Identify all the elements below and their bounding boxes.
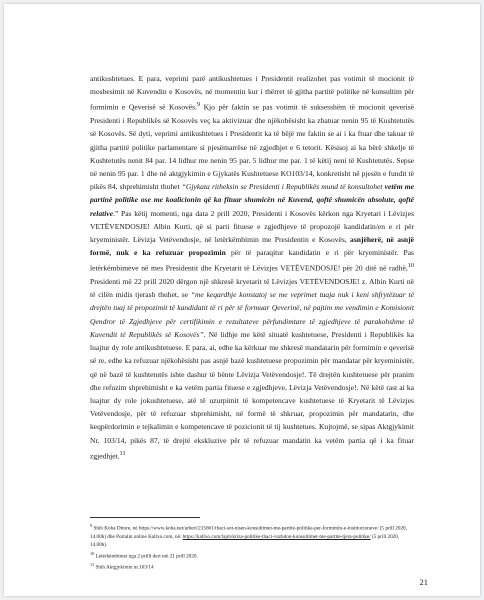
footnote-ref-9[interactable]: 9 (196, 101, 201, 109)
footnote-9 (90, 522, 416, 550)
footnote-number: 9 (90, 523, 93, 528)
footnote-number: 10 (90, 550, 95, 556)
bold-emphasis: asnjëherë, në asnjë formë, nuk e ka refuzuar propozimin (90, 234, 414, 258)
footnote-text: Shih Koha Ditore, në https://www.koha.net/arberi/215661/thaci-sot-nisen-konsultimet-me-partite-politike-per-formimin-e-institucioneve/ (5 prill 2020, 14.00h) dhe Portalin online Kallxo.com, në: (90, 525, 407, 541)
paragraph-text: Kjo për faktin se pas votimit të suksesshëm të mocionit qeverisë Presidenti i Republikës së Kosovës veç ka aktivizuar dhe njëkohësisht ka zbatuar nenin 95 të Kushtetutës së Kosovës. Së dyti, veprimi antikushtetues i Presidentit ka të bëjë me faktin se ai i ka ftuar dhe takuar të gjitha partitë politike parlamentare si pjesëmarrëse në zgjedhjet e 6 tetorit. Kësisoj ai ka bërë shkelje të Kushtetutës nenit 84 par. 14 lidhur me nenin 95 par. 5 lidhur me par. 1 të këtij neni të Kushtetutës. Sepse në nenin 95 par. 1 dhe në aktgjykimin e Gjykatës Kushtetuese KO103/14, konkretisht në pjesën e fundit të pikës 84, shprehimisht thuhet (90, 102, 415, 192)
quote-italic: “Gjykata ritheksin se Presidenti i Republikës mund të konsultohet (181, 182, 385, 192)
quote-emphasis: vetëm me partinë politike ose me koalicionin që ka fituar shumicën në Kuvend, qoftë shumicën absolute, qoftë relative (90, 182, 415, 218)
footnote-text: Letërkëmbimet nga 2 prilli deri më 21 prill 2020. (94, 553, 198, 560)
paragraph-text: për të paraqitur kandidatin e ri për kryeministër. Pas letërkëmbimeve në mes Presidentit dhe Kryetarit të Lëvizjes VETËVENDOSJE! për 20 ditë në radhë, (90, 248, 414, 273)
paragraph-text: . Në lidhje me këtë situatë kushtetuese, Presidenti i Republikës ka luajtur dy role antikushtetuese. E para, ai, edhe ka kërkuar me shkresë mandatarin për formimin e qeverisë së re, edhe ka refuzuar njëkohësisht pas asnjë bazë kushtetuese propozimin për mandatar për kryeministër, që në bazë të kushtetutës ishte dashur të bënte Lëvizja Vetëvendosje!. Të drejtën kushtetuese për pranim dhe refuzim shprehimisht e ka vetëm partia fituese e zgjedhjeve, Lëvizja Vetëvendosje!. Në këtë rast ai ka luajtur dy role jokushtetuese, atë të uzurpimit të kompetencave kushtetuese të Kryetarit të Lëvizjes Vetëvendosje, për të refuzuar shprehimisht, në formë të shkruar, propozimin për mandatarin, dhe keqpërdorimin e tejkalimin e kompetencave të pozicionit të tij kushtetues. Kujtojmë, se sipas Aktgjykimit Nr. 103/14, pikës 87, të drejtë ekskluzive për të refuzuar mandatin ka vetëm partia që i ka fituar zgjedhjet. (90, 329, 414, 461)
footnote-11 (90, 561, 416, 572)
footnote-text: (5 prill 2020, 14.00h). (90, 534, 400, 549)
page-number: 21 (419, 577, 428, 587)
footnote-text: Shih Aktgjykimin nr.103/14 (94, 564, 154, 571)
footnote-10 (90, 550, 416, 561)
main-paragraph (90, 72, 414, 462)
paragraph-text: antikushtetues. E para, veprimi parë antikushtetues i Presidentit realizohet pas votimit të mocionit të mosbesimit në Kuvendin e Kosovës, në momentin kur i thërret të gjitha partitë politike në konsultim për formimin e Qeverisë së Kosovës. (90, 74, 414, 112)
footnote-number: 11 (90, 561, 95, 567)
footnotes (90, 522, 416, 572)
paragraph-text: .” Pas këtij momenti, nga data 2 prill 2020, Presidenti i Kosovës kërkon nga Kryetari i Lëvizjes VETËVENDOSJE! Albin Kurti, që si parti fituese e zgjedhjeve të propozojë kandidatin/en e ri për kryeministër. Lëvizja Vetëvendosje, në letërkëmbimin me Presidentin e Kosovës, (90, 208, 414, 244)
footnote-link[interactable]: https://kallxo.com/lajm/kriza-politike-thaci-vazhdon-konsultimet-me-partite-tjera-politike/ (182, 534, 371, 541)
body-text (90, 72, 414, 462)
footnote-ref-11[interactable]: 11 (119, 449, 126, 457)
paragraph-text: Presidenti më 22 prill 2020 dërgon një shkresë kryetarit të Lëvizjes VETËVENDOSJE! z. Albin Kurti në të cilën midis tjerash thuhet, se (90, 277, 414, 300)
document-page (4, 4, 480, 596)
footnote-ref-10[interactable]: 10 (407, 262, 414, 270)
quote-italic: “me keqardhje konstatoj se me veprimet tuaja nuk i keni shfrytëzuar të drejtën tuaj të propozimit të kandidatit të ri për të formuar Qeverinë, në pajtim me vendimin e Komisionit Qendror të Zgjedhjeve për certifikimin e rezultateve përfundimtare të zgjedhjeve të parakohshme të Kuvendit të Republikës së Kosovës” (90, 290, 414, 339)
footnote-divider (90, 517, 200, 518)
